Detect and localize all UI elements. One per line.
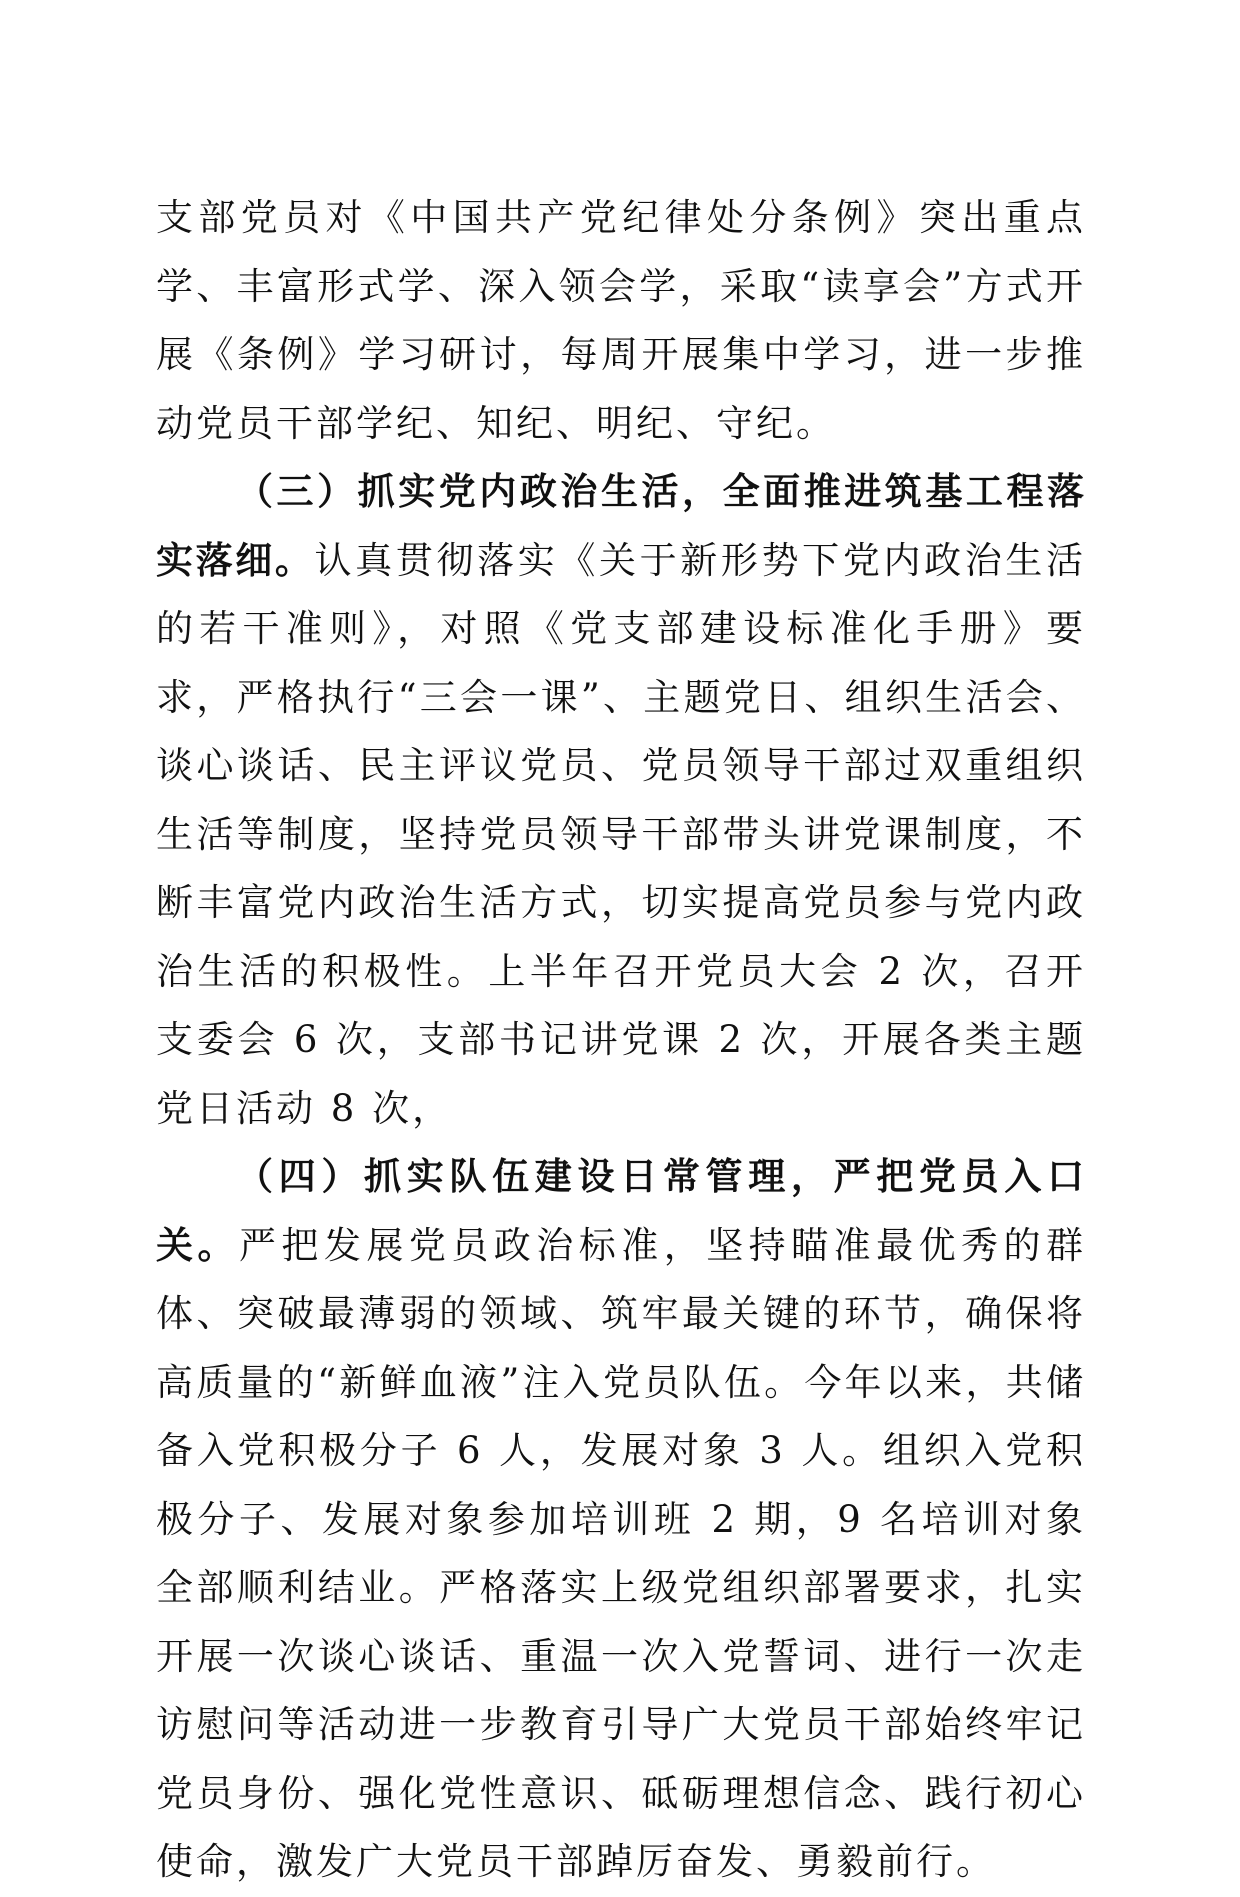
paragraph-continuation	[156, 184, 1086, 458]
paragraph-text: 认真贯彻落实《关于新形势下党内政治生活的若干准则》，对照《党支部建设标准化手册》要求，严格执行“三会一课”、主题党日、组织生活会、谈心谈话、民主评议党员、党员领导干部过双重组织生活等制度，坚持党员领导干部带头讲党课制度，不断丰富党内政治生活方式，切实提高党员参与党内政治生活的积极性。上半年召开党员大会 2 次，召开支委会 6 次，支部书记讲党课 2 次，开展各类主题党日活动 8 次，	[156, 538, 1087, 1130]
paragraph-section-3	[156, 458, 1086, 1143]
section-heading-3: （三）抓实党内政治生活，全面推进筑基工程落实落细。	[156, 470, 1086, 582]
paragraph-text: 严把发展党员政治标准，坚持瞄准最优秀的群体、突破最薄弱的领域、筑牢最关键的环节，确保将高质量的“新鲜血液”注入党员队伍。今年以来，共储备入党积极分子 6 人，发展对象 3 人。组织入党积极分子、发展对象参加培训班 2 期，9 名培训对象全部顺利结业。严格落实上级党组织部署要求，扎实开展一次谈心谈话、重温一次入党誓词、进行一次走访慰问等活动进一步教育引导广大党员干部始终牢记党员身份、强化党性意识、砥砺理想信念、践行初心使命，激发广大党员干部踔厉奋发、勇毅前行。	[156, 1223, 1086, 1883]
paragraph-section-4	[156, 1143, 1086, 1897]
body-text	[156, 184, 1086, 1897]
paragraph-text: 支部党员对《中国共产党纪律处分条例》突出重点学、丰富形式学、深入领会学，采取“读享会”方式开展《条例》学习研讨，每周开展集中学习，进一步推动党员干部学纪、知纪、明纪、守纪。	[156, 196, 1086, 445]
section-heading-4: （四）抓实队伍建设日常管理，严把党员入口关。	[156, 1155, 1086, 1267]
